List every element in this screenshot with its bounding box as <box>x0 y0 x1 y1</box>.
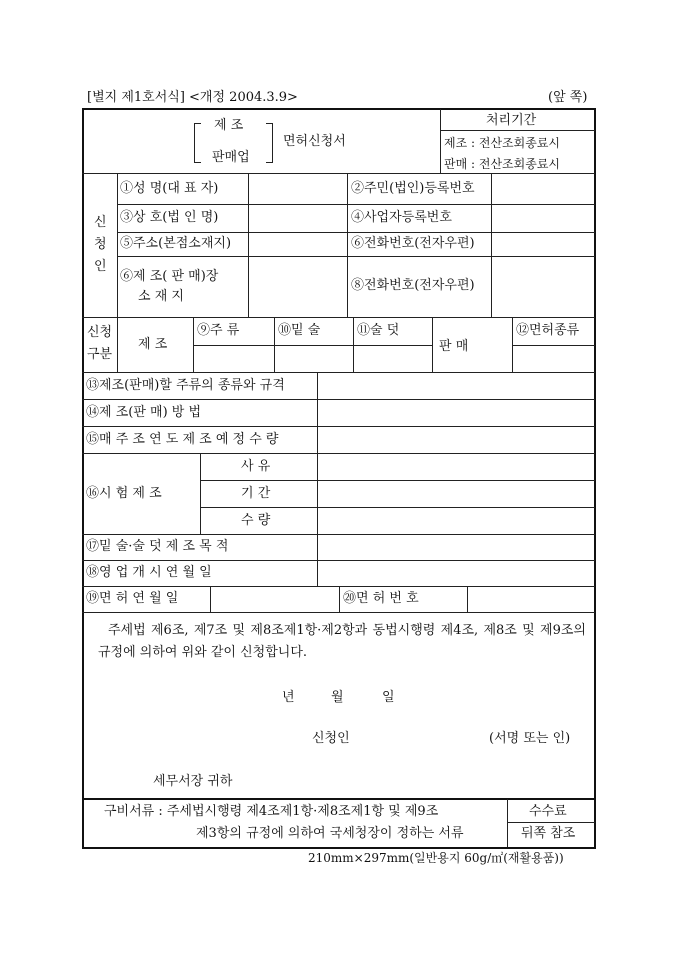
label-address: ⑤주소(본점소재지) <box>120 236 232 251</box>
category-liquor-kind: ⑨주 류 <box>197 323 240 338</box>
label-row-18: ⑱영 업 개 시 연 월 일 <box>86 565 212 580</box>
label-business-number: ④사업자등록번호 <box>351 210 452 225</box>
line-applicant-2 <box>117 232 595 233</box>
label-license-date: ⑲면 허 연 월 일 <box>86 591 179 606</box>
footer-top-border <box>82 798 596 800</box>
category-group-line-1: 신청 <box>87 325 113 340</box>
declaration-text: 주세법 제6조, 제7조 및 제8조제1항·제2항과 동법시행령 제4조, 제8조 및 제9조의 규정에 의하여 위와 같이 신청합니다. <box>98 623 586 660</box>
line-row-17 <box>82 560 595 561</box>
line-row-16-bottom <box>82 534 595 535</box>
category-yeast: ⑪술 덧 <box>357 323 400 338</box>
outer-right-border <box>594 108 596 849</box>
label-row-16-reason: 사 유 <box>241 459 271 474</box>
required-documents-line-2: 제3항의 규정에 의하여 국세청장이 정하는 서류 <box>196 826 464 841</box>
processing-sale: 판매 : 전산조회종료시 <box>444 157 561 171</box>
line-category-bottom <box>82 372 595 373</box>
title-left-bracket <box>194 123 201 163</box>
line-row-13 <box>82 399 595 400</box>
fee-value: 뒤쪽 참조 <box>521 826 576 841</box>
footer-divider <box>507 799 508 847</box>
title-manufacture: 제 조 <box>214 118 244 133</box>
label-row-16-quantity: 수 량 <box>241 513 271 528</box>
required-documents-line-1: 구비서류 : 주세법시행령 제4조제1항·제8조제1항 및 제9조 <box>104 804 439 819</box>
paper-spec: 210mm×297mm(일반용지 60g/㎡(재활용품)) <box>308 851 564 865</box>
applicant-col-divider-1 <box>248 174 249 317</box>
line-applicant-1 <box>117 204 595 205</box>
applicant-group-char-2: 청 <box>94 237 107 252</box>
label-site-line-2: 소 재 지 <box>138 289 184 304</box>
applicant-col-divider-2 <box>347 174 348 317</box>
row-16-divider <box>200 454 201 534</box>
label-row-16: ⑯시 험 제 조 <box>86 486 162 501</box>
category-divider-4 <box>432 318 433 372</box>
line-row-15 <box>82 453 595 454</box>
category-license-type: ⑫면허종류 <box>516 323 580 338</box>
label-site-line-1: ⑥제 조( 판 매)장 <box>120 269 219 284</box>
category-divider-0 <box>117 318 118 372</box>
title-right-bracket <box>266 123 273 163</box>
fee-label: 수수료 <box>529 804 567 819</box>
date-year: 년 <box>282 690 295 705</box>
category-divider-3 <box>353 318 354 372</box>
label-row-16-period: 기 간 <box>241 486 271 501</box>
page-side-label: (앞 쪽) <box>548 90 588 105</box>
applicant-signature-label: 신청인 <box>312 731 350 746</box>
category-divider-2 <box>274 318 275 372</box>
row-19-divider-3 <box>467 587 468 612</box>
category-group-line-2: 구분 <box>87 347 113 362</box>
label-phone-1: ⑥전화번호(전자우편) <box>351 236 475 251</box>
signature-or-seal: (서명 또는 인) <box>489 731 571 746</box>
line-category-mid-1 <box>193 345 432 346</box>
title-sale: 판매업 <box>212 150 250 165</box>
outer-left-border <box>82 108 84 849</box>
category-manufacture: 제 조 <box>138 337 168 352</box>
date-month: 월 <box>331 690 344 705</box>
line-row-16-a <box>200 480 595 481</box>
category-malt: ⑩밑 술 <box>278 323 321 338</box>
line-applicant-top <box>82 173 595 174</box>
line-row-19 <box>82 612 595 613</box>
addressee: 세무서장 귀하 <box>153 774 233 789</box>
form-number: [별지 제1호서식] <개정 2004.3.9> <box>87 90 298 105</box>
applicant-group-char-3: 인 <box>94 259 107 274</box>
label-row-15: ⑮매 주 조 연 도 제 조 예 정 수 량 <box>86 432 279 447</box>
category-divider-1 <box>193 318 194 372</box>
category-divider-5 <box>512 318 513 372</box>
applicant-group-char-1: 신 <box>94 215 107 230</box>
label-row-13: ⑬제조(판매)할 주류의 종류와 규격 <box>86 378 285 393</box>
applicant-col-divider-3 <box>491 174 492 317</box>
label-row-14: ⑭제 조(판 매) 방 법 <box>86 405 202 420</box>
processing-manufacture: 제조 : 전산조회종료시 <box>444 136 561 150</box>
line-applicant-bottom <box>82 317 595 318</box>
category-sale: 판 매 <box>439 339 469 354</box>
line-row-14 <box>82 426 595 427</box>
footer-fee-line <box>507 822 595 823</box>
processing-period-label: 처리기간 <box>486 113 537 128</box>
label-phone-2: ⑧전화번호(전자우편) <box>351 278 475 293</box>
line-applicant-3 <box>117 256 595 257</box>
applicant-group-divider <box>117 174 118 317</box>
line-category-mid-2 <box>512 345 595 346</box>
outer-top-border <box>82 108 596 110</box>
processing-header-line <box>440 130 595 131</box>
form-title: 면허신청서 <box>283 134 346 149</box>
row-19-divider-2 <box>339 587 340 612</box>
date-day: 일 <box>382 690 395 705</box>
label-row-17: ⑰밑 술·술 덧 제 조 목 적 <box>86 539 229 554</box>
outer-bottom-border <box>82 847 596 849</box>
rows-value-divider <box>317 373 318 586</box>
line-row-16-b <box>200 507 595 508</box>
row-19-divider-1 <box>210 587 211 612</box>
label-trade-name: ③상 호(법 인 명) <box>120 210 219 225</box>
label-registration-number: ②주민(법인)등록번호 <box>351 181 475 196</box>
label-name: ①성 명(대 표 자) <box>120 181 219 196</box>
processing-divider <box>440 109 441 173</box>
label-license-number: ⑳면 허 번 호 <box>343 591 419 606</box>
